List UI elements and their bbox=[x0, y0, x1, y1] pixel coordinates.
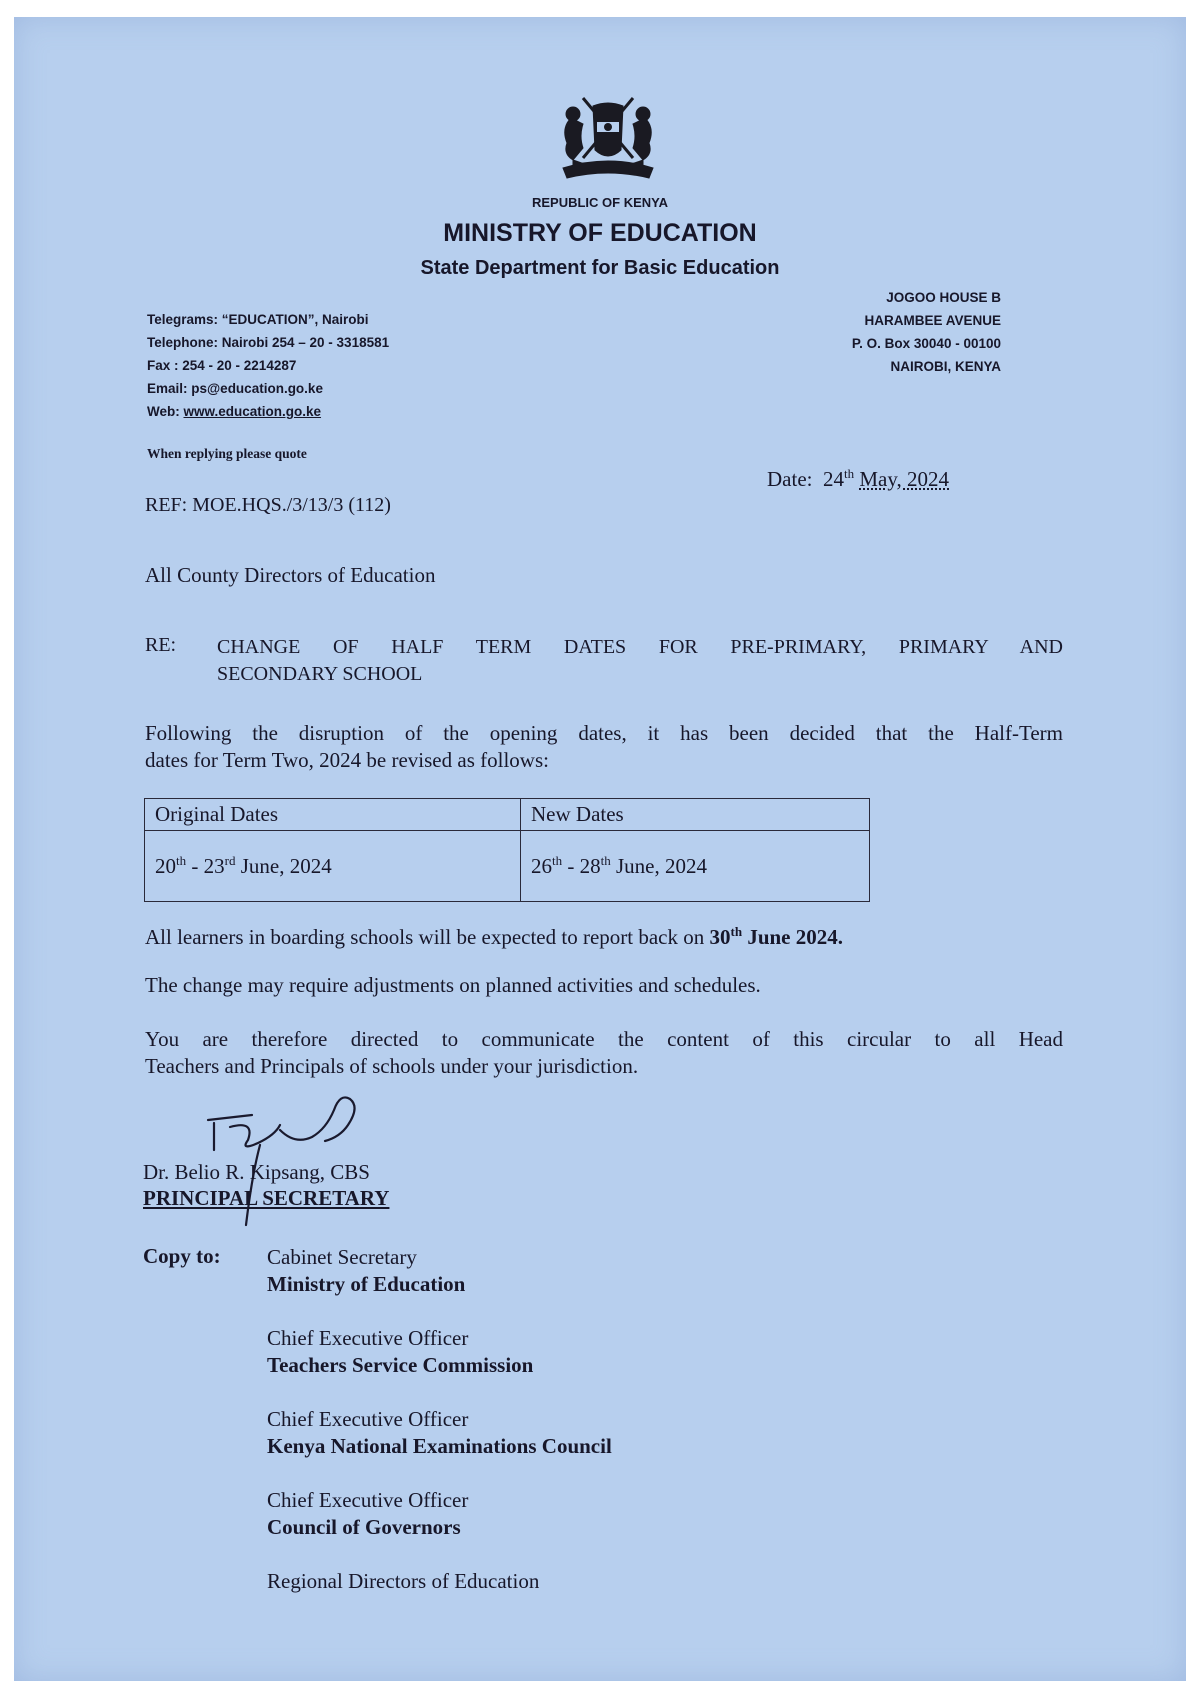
web-line bbox=[147, 400, 389, 423]
directive-line-1: You are therefore directed to communicate the content of this circular to all Head bbox=[145, 1027, 1063, 1051]
telephone-line: Telephone: Nairobi 254 – 20 - 3318581 bbox=[147, 335, 390, 350]
intro-paragraph bbox=[145, 720, 1063, 774]
web-label: Web: bbox=[147, 404, 184, 419]
new-dates-cell: 26th - 28th June, 2024 bbox=[521, 831, 870, 902]
subject-line-2: SECONDARY SCHOOL bbox=[217, 663, 423, 685]
contact-block bbox=[147, 308, 389, 423]
signatory-name: Dr. Belio R. Kipsang, CBS bbox=[143, 1160, 370, 1184]
report-back-paragraph: All learners in boarding schools will be expected to report back on 30th June 2024. bbox=[145, 924, 843, 949]
date-rest: May, 2024 bbox=[859, 467, 949, 491]
copy-recipient bbox=[267, 1487, 468, 1541]
signatory-title: PRINCIPAL SECRETARY bbox=[143, 1186, 390, 1210]
subject-line-1: CHANGE OF HALF TERM DATES FOR PRE-PRIMARY, PRIMARY AND bbox=[217, 636, 1063, 658]
address-line-3: P. O. Box 30040 - 00100 bbox=[851, 336, 1001, 351]
recipient-title: Chief Executive Officer bbox=[267, 1488, 469, 1512]
reply-note: When replying please quote bbox=[147, 446, 307, 461]
recipient-org: Ministry of Education bbox=[267, 1272, 466, 1296]
recipient-title: Regional Directors of Education bbox=[267, 1569, 540, 1593]
letter-date bbox=[767, 466, 949, 492]
change-note-paragraph: The change may require adjustments on planned activities and schedules. bbox=[145, 973, 761, 997]
fax-line: Fax : 254 - 20 - 2214287 bbox=[147, 358, 297, 373]
date-day: 24 bbox=[822, 467, 844, 491]
telegrams-line: Telegrams: “EDUCATION”, Nairobi bbox=[147, 312, 369, 327]
copy-recipient bbox=[267, 1244, 465, 1298]
kenya-coat-of-arms-icon bbox=[543, 88, 673, 188]
copy-recipient bbox=[267, 1406, 612, 1460]
directive-line-2: Teachers and Principals of schools under your jurisdiction. bbox=[145, 1054, 639, 1078]
intro-line-2: dates for Term Two, 2024 be revised as follows: bbox=[145, 748, 549, 772]
date-label: Date: bbox=[767, 467, 813, 491]
addressee: All County Directors of Education bbox=[145, 563, 436, 587]
date-suffix: th bbox=[843, 466, 855, 481]
recipient-org: Kenya National Examinations Council bbox=[267, 1434, 612, 1458]
address-line-1: JOGOO HOUSE B bbox=[886, 290, 1001, 305]
department-heading: State Department for Basic Education bbox=[420, 257, 780, 279]
address-line-4: NAIROBI, KENYA bbox=[890, 359, 1001, 374]
header-new-dates: New Dates bbox=[521, 799, 870, 831]
recipient-title: Chief Executive Officer bbox=[267, 1326, 469, 1350]
original-dates-cell: 20th - 23rd June, 2024 bbox=[145, 831, 521, 902]
email-line: Email: ps@education.go.ke bbox=[147, 381, 323, 396]
republic-heading: REPUBLIC OF KENYA bbox=[531, 195, 669, 210]
recipient-org: Council of Governors bbox=[267, 1515, 461, 1539]
address-block bbox=[852, 286, 1001, 378]
intro-line-1: Following the disruption of the opening dates, it has been decided that the Half-Term bbox=[145, 721, 1063, 745]
copy-to-label: Copy to: bbox=[143, 1244, 221, 1268]
recipient-title: Chief Executive Officer bbox=[267, 1407, 469, 1431]
recipient-title: Cabinet Secretary bbox=[267, 1245, 417, 1269]
table-header-row bbox=[145, 799, 870, 831]
address-line-2: HARAMBEE AVENUE bbox=[864, 313, 1001, 328]
copy-recipient bbox=[267, 1568, 539, 1595]
reference-number: REF: MOE.HQS./3/13/3 (112) bbox=[145, 494, 391, 516]
copy-recipient bbox=[267, 1325, 533, 1379]
web-link[interactable]: www.education.go.ke bbox=[183, 404, 322, 419]
table-row bbox=[145, 831, 870, 902]
recipient-org: Teachers Service Commission bbox=[267, 1353, 534, 1377]
header-original-dates: Original Dates bbox=[145, 799, 521, 831]
subject-label: RE: bbox=[145, 634, 177, 656]
directive-paragraph bbox=[145, 1026, 1063, 1080]
ministry-heading: MINISTRY OF EDUCATION bbox=[443, 219, 757, 247]
dates-table bbox=[144, 798, 870, 902]
